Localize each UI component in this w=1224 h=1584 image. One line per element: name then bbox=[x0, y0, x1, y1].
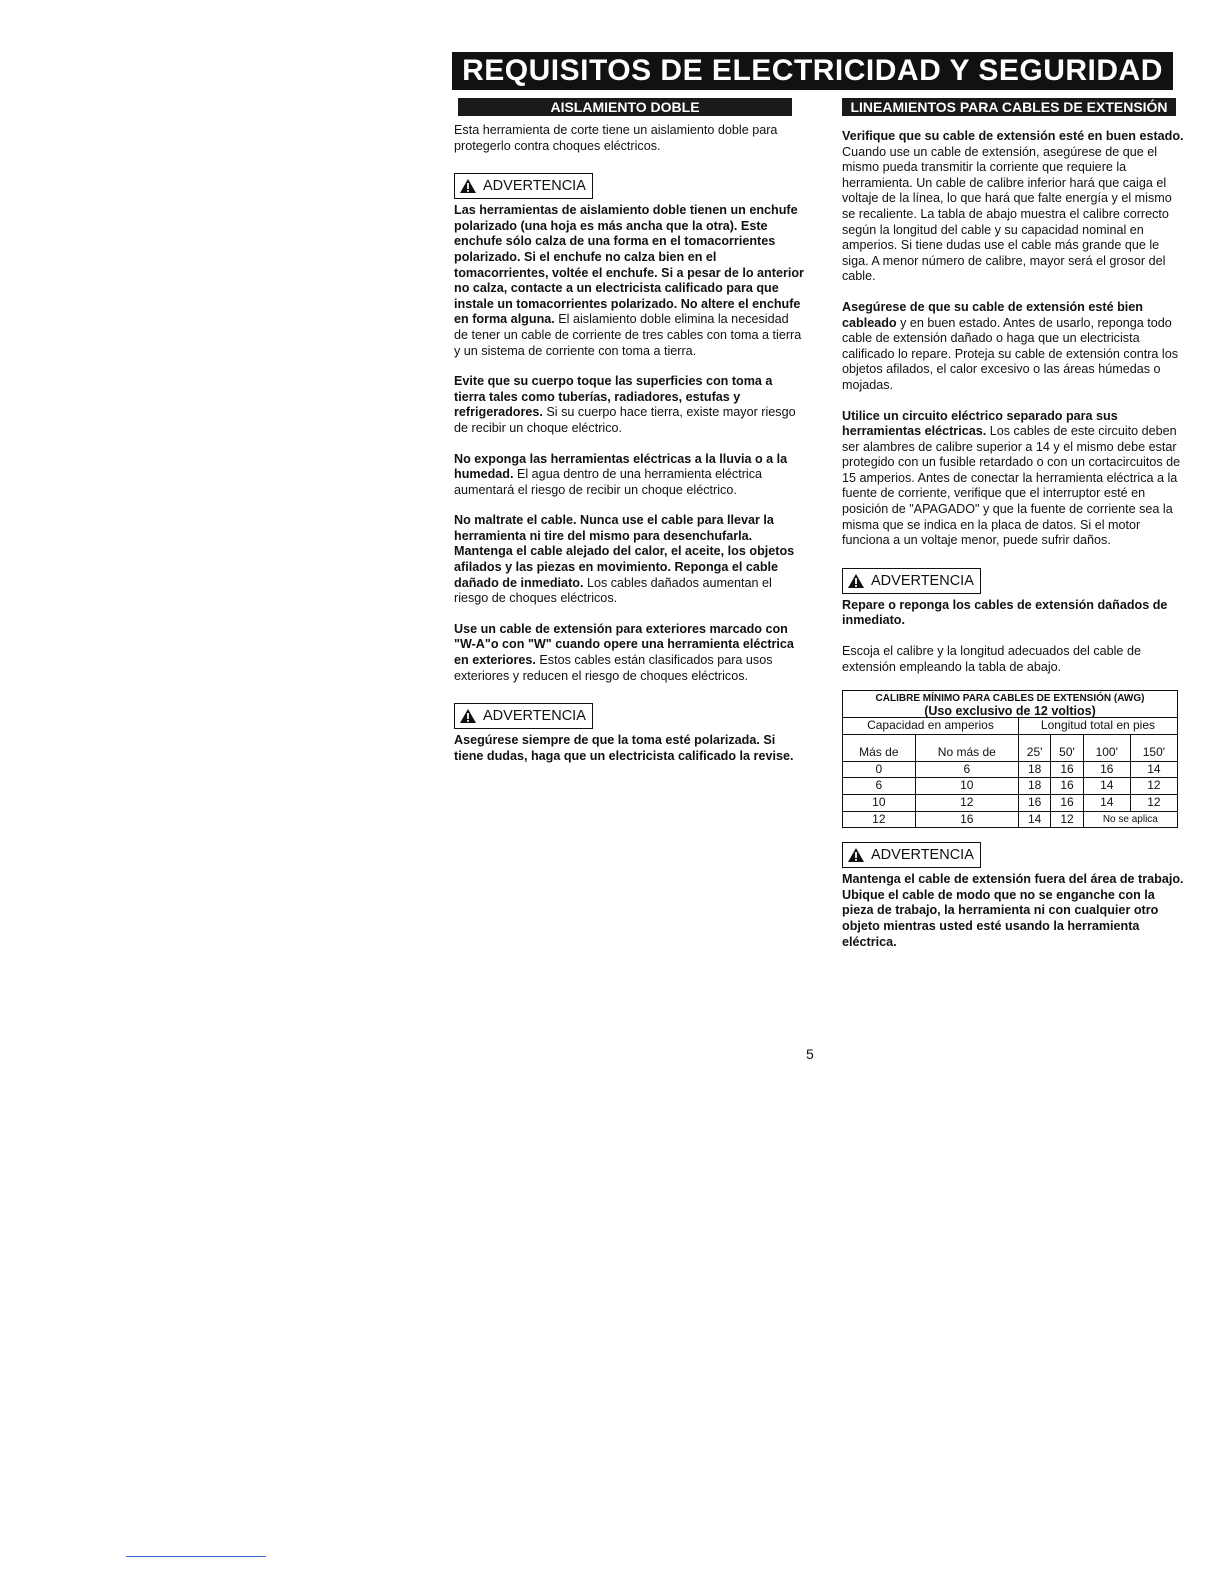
table-cell: 16 bbox=[915, 811, 1018, 828]
table-cell: 16 bbox=[1051, 778, 1083, 795]
grounded-surfaces-paragraph bbox=[454, 374, 804, 436]
warning-label: ADVERTENCIA bbox=[483, 708, 586, 725]
body-text: El agua dentro de una herramienta eléctrica aumentará el riesgo de recibir un choque eléctrico. bbox=[454, 467, 763, 497]
table-cell: 14 bbox=[1130, 761, 1177, 778]
body-text: Los cables de este circuito deben ser alambres de calibre superior a 14 y el mismo debe estar protegido con un fusible retardado o con un cortacircuitos de 15 amperios. Antes de conectar la herramienta eléctrica a la fuente de corriente, verifique que el interruptor esté en posición de "APAGADO" y que la fuente de corriente sea la misma que se indica en la placa de datos. Si el motor funciona a un voltaje menor, puede sufrir daños. bbox=[842, 424, 1181, 548]
table-column-header bbox=[843, 734, 1178, 761]
warning-label: ADVERTENCIA bbox=[483, 178, 586, 195]
right-column bbox=[842, 129, 1188, 965]
table-cell: 6 bbox=[915, 761, 1018, 778]
warning-triangle-icon bbox=[459, 178, 477, 194]
body-text: Cuando use un cable de extensión, asegúrese de que el mismo pueda transmitir la corriente que requiere la herramienta. Un cable de calibre inferior hará que caiga el voltaje de la línea, lo que hará que falte energía y el mismo se recaliente. La tabla de abajo muestra el calibre correcto según la longitud del cable y su capacidad nominal en amperios. Si tiene dudas use el cable más grande que le siga. A menor número de calibre, mayor será el grosor del cable. bbox=[842, 144, 1172, 284]
page-number: 5 bbox=[806, 1046, 814, 1062]
table-cell: 16 bbox=[1051, 795, 1083, 812]
table-row bbox=[843, 811, 1178, 828]
footer-divider bbox=[126, 1556, 266, 1557]
table-row bbox=[843, 795, 1178, 812]
header-mas-de: Más de bbox=[843, 734, 916, 761]
header-150: 150' bbox=[1130, 734, 1177, 761]
warning-label: ADVERTENCIA bbox=[871, 572, 974, 589]
table-cell: 14 bbox=[1083, 778, 1130, 795]
warning-box bbox=[842, 568, 981, 594]
header-100: 100' bbox=[1083, 734, 1130, 761]
cable-condition-paragraph bbox=[842, 129, 1188, 285]
warning-box bbox=[454, 173, 593, 199]
warning-triangle-icon bbox=[847, 573, 865, 589]
bold-text: Las herramientas de aislamiento doble tienen un enchufe polarizado (una hoja es más ancha que la otra). Este enchufe sólo calza de una forma en el tomacorrientes polarizado. Si el enchufe no calza bien en el tomacorrientes, voltée el enchufe. Si a pesar de lo anterior no calza, contacte a un electricista calificado para que instale un tomacorrientes polarizado. No altere el enchufe en forma alguna. bbox=[454, 203, 804, 327]
bold-text: Asegúrese de que su cable de extensión esté bien cableado bbox=[842, 299, 1143, 330]
table-cell: 14 bbox=[1018, 811, 1050, 828]
header-amperage: Capacidad en amperios bbox=[843, 718, 1019, 735]
section-heading-extension-cords: LINEAMIENTOS PARA CABLES DE EXTENSIÓN bbox=[842, 98, 1176, 116]
table-cell-not-applicable: No se aplica bbox=[1083, 811, 1177, 828]
choose-gauge-paragraph: Escoja el calibre y la longitud adecuados del cable de extensión empleando la tabla de abajo. bbox=[842, 644, 1141, 674]
outdoor-cable-paragraph bbox=[454, 622, 804, 684]
awg-grid bbox=[842, 717, 1178, 828]
left-column bbox=[454, 123, 804, 779]
bold-text: Use un cable de extensión para exteriores marcado con "W-A"o con "W" cuando opere una herramienta eléctrica en exteriores. bbox=[454, 621, 794, 668]
section-heading-double-insulation: AISLAMIENTO DOBLE bbox=[458, 98, 792, 116]
warning-triangle-icon bbox=[847, 847, 865, 863]
body-text: El aislamiento doble elimina la necesidad de tener un cable de corriente de tres cables con toma a tierra y un sistema de corriente con toma a tierra. bbox=[454, 312, 802, 358]
table-group-header bbox=[843, 718, 1178, 735]
cable-abuse-paragraph bbox=[454, 513, 804, 607]
table-cell: 12 bbox=[1051, 811, 1083, 828]
body-text: y en buen estado. Antes de usarlo, reponga todo cable de extensión dañado o haga que un electricista calificado lo repare. Proteja su cable de extensión contra los objetos afilados, el calor excesivo o las áreas húmedas o mojadas. bbox=[842, 315, 1179, 392]
awg-table bbox=[842, 690, 1178, 828]
table-cell: 12 bbox=[1130, 795, 1177, 812]
body-text: Estos cables están clasificados para usos exteriores y reducen el riesgo de choques eléctricos. bbox=[454, 653, 773, 683]
bold-text: Verifique que su cable de extensión esté en buen estado. bbox=[842, 129, 1184, 143]
table-cell: 12 bbox=[843, 811, 916, 828]
table-cell: 10 bbox=[915, 778, 1018, 795]
table-cell: 10 bbox=[843, 795, 916, 812]
table-cell: 12 bbox=[915, 795, 1018, 812]
table-cell: 12 bbox=[1130, 778, 1177, 795]
table-cell: 18 bbox=[1018, 778, 1050, 795]
warning-box bbox=[454, 703, 593, 729]
table-cell: 18 bbox=[1018, 761, 1050, 778]
page-title: REQUISITOS DE ELECTRICIDAD Y SEGURIDAD bbox=[452, 52, 1173, 90]
table-row bbox=[843, 778, 1178, 795]
table-cell: 14 bbox=[1083, 795, 1130, 812]
table-cell: 16 bbox=[1083, 761, 1130, 778]
table-cell: 16 bbox=[1051, 761, 1083, 778]
table-cell: 16 bbox=[1018, 795, 1050, 812]
header-no-mas-de: No más de bbox=[915, 734, 1018, 761]
warning-triangle-icon bbox=[459, 708, 477, 724]
work-area-warning: Mantenga el cable de extensión fuera del área de trabajo. Ubique el cable de modo que no se enganche con la pieza de trabajo, la herramienta ni con cualquier otro objeto mientras usted esté usando la herramienta eléctrica. bbox=[842, 872, 1184, 949]
header-50: 50' bbox=[1051, 734, 1083, 761]
rain-paragraph bbox=[454, 452, 804, 499]
bold-text: Evite que su cuerpo toque las superficies con toma a tierra tales como tuberías, radiadores, estufas y refrigeradores. bbox=[454, 374, 773, 420]
table-cell: 6 bbox=[843, 778, 916, 795]
header-25: 25' bbox=[1018, 734, 1050, 761]
intro-paragraph: Esta herramienta de corte tiene un aislamiento doble para protegerlo contra choques eléctricos. bbox=[454, 123, 778, 153]
table-title: CALIBRE MÍNIMO PARA CABLES DE EXTENSIÓN (AWG) bbox=[875, 693, 1145, 705]
body-text: Los cables dañados aumentan el riesgo de choques eléctricos. bbox=[454, 575, 772, 606]
warning-label: ADVERTENCIA bbox=[871, 847, 974, 864]
header-length: Longitud total en pies bbox=[1018, 718, 1177, 735]
table-cell: 0 bbox=[843, 761, 916, 778]
separate-circuit-paragraph bbox=[842, 409, 1188, 549]
table-caption bbox=[842, 690, 1178, 717]
polarized-plug-paragraph bbox=[454, 203, 804, 359]
table-subtitle: (Uso exclusivo de 12 voltios) bbox=[924, 704, 1096, 719]
warning-box bbox=[842, 842, 981, 868]
damaged-cable-warning: Repare o reponga los cables de extensión dañados de inmediato. bbox=[842, 597, 1168, 628]
polarized-outlet-warning: Asegúrese siempre de que la toma esté polarizada. Si tiene dudas, haga que un electricista calificado la revise. bbox=[454, 733, 794, 763]
bold-text: No maltrate el cable. Nunca use el cable para llevar la herramienta ni tire del mismo para desenchufarla. Mantenga el cable alejado del calor, el aceite, los objetos afilados y las piezas en movimiento. Reponga el cable dañado de inmediato. bbox=[454, 513, 795, 590]
bold-text: Utilice un circuito eléctrico separado para sus herramientas eléctricas. bbox=[842, 408, 1118, 439]
cable-wiring-paragraph bbox=[842, 300, 1188, 394]
bold-text: No exponga las herramientas eléctricas a la lluvia o a la humedad. bbox=[454, 451, 788, 482]
table-row bbox=[843, 761, 1178, 778]
body-text: Si su cuerpo hace tierra, existe mayor riesgo de recibir un choque eléctrico. bbox=[454, 405, 796, 435]
